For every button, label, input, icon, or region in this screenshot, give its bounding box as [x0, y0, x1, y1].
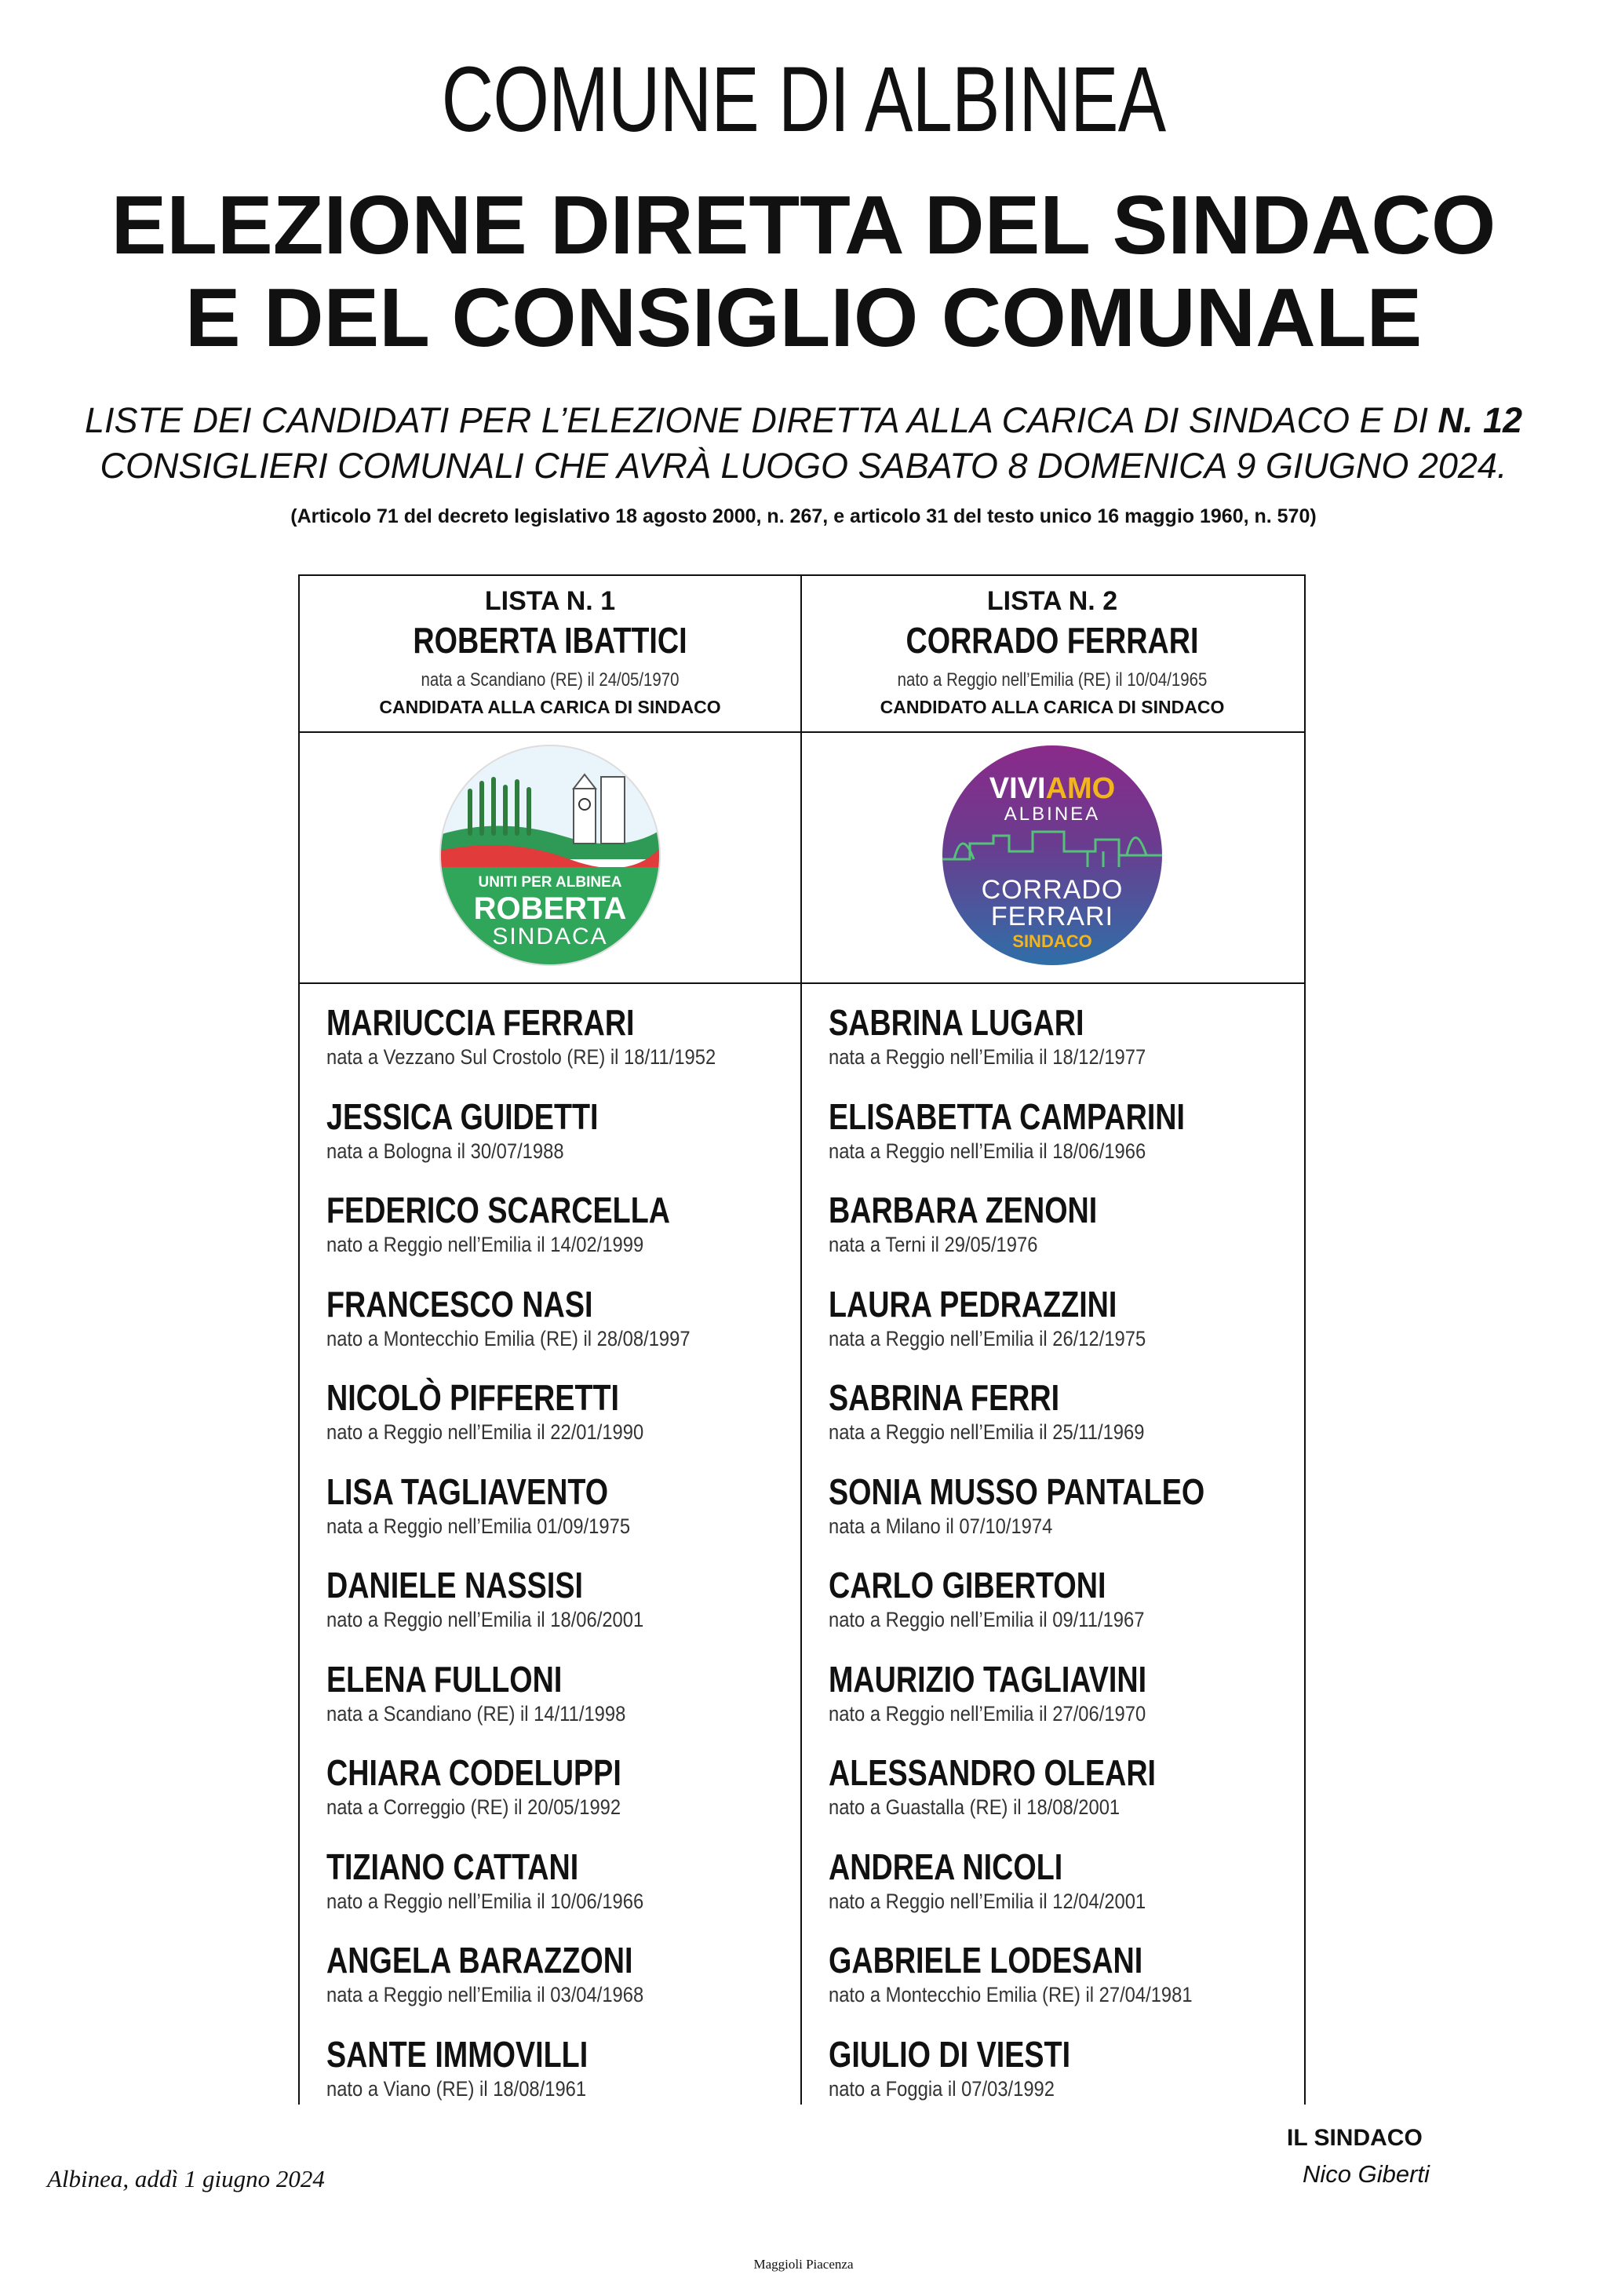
- candidate-birth: nata a Correggio (RE) il 20/05/1992: [326, 1795, 621, 1819]
- logo-2-title: [989, 772, 1115, 805]
- list-2-column: [802, 574, 1303, 2105]
- list-item: [326, 1940, 797, 2034]
- list-item: [829, 1377, 1299, 1471]
- candidate-name: LISA TAGLIAVENTO: [326, 1471, 609, 1512]
- candidate-name: TIZIANO CATTANI: [326, 1846, 579, 1887]
- list-item: [829, 1190, 1299, 1284]
- mayor-candidate-role: CANDIDATA ALLA CARICA DI SINDACO: [379, 697, 721, 717]
- candidate-name: ELENA FULLONI: [326, 1658, 563, 1700]
- candidate-birth: nata a Reggio nell’Emilia il 18/06/1966: [829, 1139, 1146, 1163]
- candidate-name: MARIUCCIA FERRARI: [326, 1002, 635, 1043]
- candidate-birth: nato a Reggio nell’Emilia il 09/11/1967: [829, 1608, 1145, 1631]
- list-item: [326, 1659, 797, 1753]
- candidate-birth: nato a Montecchio Emilia (RE) il 27/04/1981: [829, 1983, 1193, 2006]
- candidate-name: GABRIELE LODESANI: [829, 1940, 1143, 1981]
- logo-2-text-line3: SINDACO: [1012, 931, 1092, 951]
- candidate-name: SONIA MUSSO PANTALEO: [829, 1471, 1205, 1512]
- logo-1-text-line1: UNITI PER ALBINEA: [478, 874, 622, 891]
- list-1-column: [300, 574, 800, 2105]
- candidate-birth: nata a Terni il 29/05/1976: [829, 1233, 1038, 1256]
- printer-credit: Maggioli Piacenza: [753, 2257, 854, 2272]
- list-number: LISTA N. 1: [484, 586, 616, 616]
- candidate-birth: nata a Scandiano (RE) il 14/11/1998: [326, 1701, 626, 1726]
- list-2-candidates: [829, 1002, 1299, 2127]
- list-item: [829, 1284, 1299, 1378]
- list-item: [326, 1752, 797, 1846]
- candidate-name: SABRINA LUGARI: [829, 1002, 1084, 1043]
- list-item: [326, 1284, 797, 1378]
- mayor-candidate-birth: nato a Reggio nell’Emilia (RE) il 10/04/1965: [897, 669, 1208, 691]
- candidate-birth: nata a Reggio nell’Emilia il 03/04/1968: [326, 1983, 644, 2006]
- candidate-name: CHIARA CODELUPPI: [326, 1752, 621, 1793]
- candidate-birth: nata a Reggio nell’Emilia il 26/12/1975: [829, 1326, 1146, 1350]
- logo-1-text-line2: ROBERTA: [473, 891, 627, 926]
- list-item: [326, 1190, 797, 1284]
- list-item: [326, 1096, 797, 1190]
- candidate-birth: nato a Reggio nell’Emilia il 27/06/1970: [829, 1701, 1146, 1726]
- candidate-name: ALESSANDRO OLEARI: [829, 1752, 1157, 1793]
- list-item: [326, 1846, 797, 1941]
- candidate-birth: nata a Reggio nell’Emilia il 25/11/1969: [829, 1420, 1145, 1444]
- candidate-birth: nato a Foggia il 07/03/1992: [829, 2076, 1055, 2101]
- candidate-name: FRANCESCO NASI: [326, 1283, 593, 1325]
- candidate-birth: nata a Bologna il 30/07/1988: [326, 1139, 564, 1163]
- candidate-name: JESSICA GUIDETTI: [326, 1095, 599, 1137]
- mayor-candidate-name: CORRADO FERRARI: [906, 620, 1199, 661]
- mayor-candidate-birth: nata a Scandiano (RE) il 24/05/1970: [421, 669, 680, 691]
- candidate-birth: nata a Vezzano Sul Crostolo (RE) il 18/11/1952: [326, 1045, 716, 1069]
- list-item: [326, 1377, 797, 1471]
- candidate-name: FEDERICO SCARCELLA: [326, 1190, 670, 1230]
- subtitle-line2: CONSIGLIERI COMUNALI CHE AVRÀ LUOGO SABATO 8 DOMENICA 9 GIUGNO 2024.: [100, 446, 1507, 486]
- candidate-name: SANTE IMMOVILLI: [326, 2033, 589, 2075]
- candidate-birth: nato a Reggio nell’Emilia il 18/06/2001: [326, 1608, 644, 1631]
- logo-2-albinea: ALBINEA: [1004, 804, 1101, 825]
- list-item: [829, 2034, 1299, 2128]
- list-item: [829, 1846, 1299, 1941]
- subtitle-line1-text: LISTE DEI CANDIDATI PER L’ELEZIONE DIRETTA ALLA CARICA DI SINDACO E DI: [84, 400, 1438, 440]
- candidate-birth: nata a Reggio nell’Emilia il 18/12/1977: [829, 1045, 1146, 1069]
- sindaco-label: IL SINDACO: [1287, 2125, 1423, 2151]
- list-item: [326, 1002, 797, 1096]
- candidate-name: ELISABETTA CAMPARINI: [829, 1095, 1186, 1137]
- candidates-table: [298, 574, 1306, 2105]
- candidate-birth: nato a Reggio nell’Emilia il 14/02/1999: [326, 1233, 644, 1256]
- candidate-name: LAURA PEDRAZZINI: [829, 1283, 1117, 1325]
- candidate-name: NICOLÒ PIFFERETTI: [326, 1377, 620, 1418]
- candidate-birth: nato a Viano (RE) il 18/08/1961: [326, 2076, 587, 2101]
- list-2-logo: [802, 735, 1303, 982]
- mayor-candidate-role: CANDIDATO ALLA CARICA DI SINDACO: [880, 697, 1225, 717]
- place-date: Albinea, addì 1 giugno 2024: [47, 2165, 325, 2192]
- logo-2-text-line1: CORRADO: [981, 875, 1124, 905]
- legal-reference: (Articolo 71 del decreto legislativo 18 agosto 2000, n. 267, e articolo 31 del testo unico 16 maggio 1960, n. 570): [290, 505, 1317, 527]
- candidate-birth: nato a Guastalla (RE) il 18/08/2001: [829, 1795, 1121, 1819]
- uniti-per-albinea-logo: [436, 742, 664, 969]
- candidate-name: ANGELA BARAZZONI: [326, 1940, 633, 1981]
- list-item: [326, 1565, 797, 1659]
- list-item: [829, 1471, 1299, 1565]
- candidate-name: GIULIO DI VIESTI: [829, 2033, 1071, 2075]
- logo-2-text-line2: FERRARI: [990, 902, 1114, 931]
- candidate-birth: nato a Reggio nell’Emilia il 22/01/1990: [326, 1420, 644, 1444]
- candidate-name: ANDREA NICOLI: [829, 1846, 1063, 1887]
- list-item: [829, 1002, 1299, 1096]
- list-1-candidates: [326, 1002, 797, 2127]
- candidate-name: CARLO GIBERTONI: [829, 1565, 1106, 1605]
- candidate-birth: nata a Milano il 07/10/1974: [829, 1514, 1053, 1538]
- candidate-name: DANIELE NASSISI: [326, 1565, 583, 1605]
- candidate-birth: nata a Reggio nell’Emilia 01/09/1975: [326, 1514, 631, 1538]
- list-number: LISTA N. 2: [986, 586, 1118, 616]
- candidate-birth: nato a Reggio nell’Emilia il 12/04/2001: [829, 1889, 1146, 1913]
- list-item: [829, 1565, 1299, 1659]
- list-item: [326, 2034, 797, 2128]
- candidate-name: SABRINA FERRI: [829, 1377, 1060, 1418]
- comune-title: COMUNE DI ALBINEA: [441, 48, 1166, 151]
- election-title-line1: ELEZIONE DIRETTA DEL SINDACO: [111, 179, 1496, 272]
- subtitle-number: N. 12: [1438, 400, 1523, 440]
- mayor-candidate-name: ROBERTA IBATTICI: [413, 620, 687, 661]
- list-item: [829, 1752, 1299, 1846]
- viviamo-albinea-logo: [938, 742, 1166, 969]
- sindaco-name: Nico Giberti: [1303, 2160, 1430, 2188]
- candidate-birth: nato a Reggio nell’Emilia il 10/06/1966: [326, 1889, 644, 1913]
- list-item: [326, 1471, 797, 1565]
- logo-2-amo: AMO: [1045, 772, 1116, 805]
- candidate-name: BARBARA ZENONI: [829, 1190, 1098, 1230]
- candidate-name: MAURIZIO TAGLIAVINI: [829, 1658, 1147, 1700]
- subtitle-line1: [0, 399, 1607, 443]
- list-1-logo: [300, 735, 800, 982]
- election-title-line2: E DEL CONSIGLIO COMUNALE: [184, 272, 1423, 364]
- list-item: [829, 1659, 1299, 1753]
- logo-2-viv: VIVI: [989, 772, 1046, 805]
- list-item: [829, 1940, 1299, 2034]
- candidate-birth: nato a Montecchio Emilia (RE) il 28/08/1997: [326, 1326, 691, 1350]
- list-item: [829, 1096, 1299, 1190]
- logo-1-text-line3: SINDACA: [492, 924, 608, 949]
